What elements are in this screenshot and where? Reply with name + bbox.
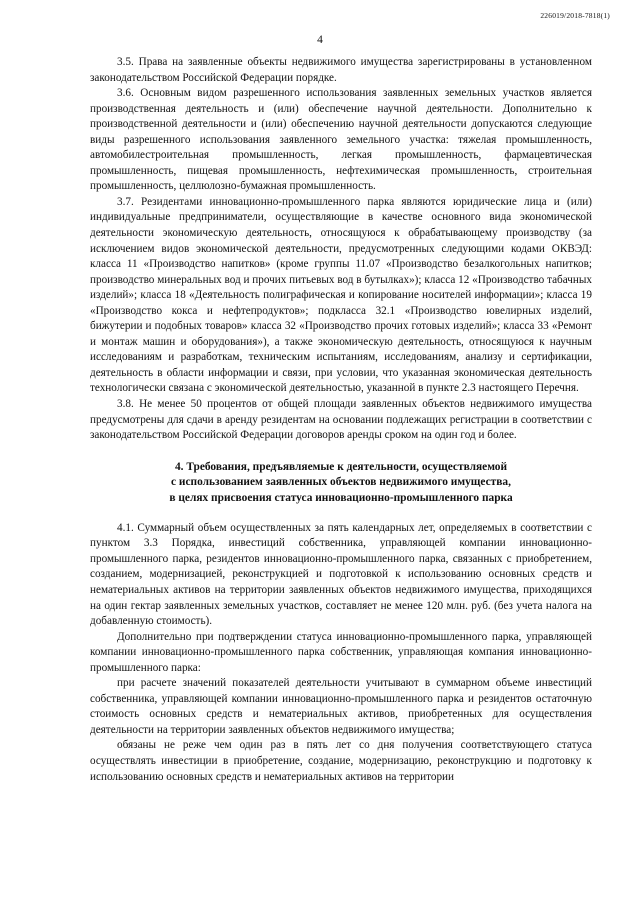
page-number: 4: [317, 34, 323, 46]
paragraph-4-1: 4.1. Суммарный объем осуществленных за пять календарных лет, определяемых в соответствии с пунктом 3.3 Порядка, инвестиций собственника, управляющей компании инновационно-промышленного парка, резидентов инновационно-промышленного парка, связанных с приобретением, созданием, модернизацией, реконструкцией и подготовкой к использованию основных средств и нематериальных активов на территории заявленных объектов недвижимого имущества, приходящихся на один гектар заявленных земельных участков, составляет не менее 120 млн. руб. (без учета налога на добавленную стоимость).: [90, 521, 592, 628]
paragraph-calculation: при расчете значений показателей деятельности учитывают в суммарном объеме инвестиций собственника, управляющей компании инновационно-промышленного парка и резидентов остаточную стоимость основных средств и нематериальных активов, приобретенных для осуществления деятельности на территории заявленных объектов недвижимого имущества;: [90, 677, 592, 736]
section-heading-line-3: в целях присвоения статуса инновационно-промышленного парка: [169, 492, 513, 505]
paragraph-3-6: 3.6. Основным видом разрешенного использования заявленных земельных участков является производственная деятельность и (или) обеспечение научной деятельности. Дополнительно к производственной деятельности и (или) обеспечению научной деятельности допускаются следующие виды разрешенного использования заявленного земельного участка: тяжелая промышленность, автомобилестроительная промышленность, легкая промышленность, фармацевтическая промышленность, пищевая промышленность, нефтехимическая промышленность, строительная промышленность, целлюлозно-бумажная промышленность.: [90, 87, 592, 193]
paragraph-3-7: 3.7. Резидентами инновационно-промышленного парка являются юридические лица и (или) индивидуальные предприниматели, осуществляющие в качестве основного вида экономической деятельности экономическую деятельность, относящуюся к обрабатывающему производству (за исключением видов экономической деятельности, предусмотренных следующими кодами ОКВЭД: класса 11 «Производство напитков» (кроме группы 11.07 «Производство безалкогольных напитков; производство минеральных вод и прочих питьевых вод в бутылках»); класса 12 «Производство табачных изделий»; класса 18 «Деятельность полиграфическая и копирование носителей информации»; класса 19 «Производство кокса и нефтепродуктов»; подкласса 32.1 «Производство ювелирных изделий, бижутерии и подобных товаров» класса 32 «Производство прочих готовых изделий»; класса 33 «Ремонт и монтаж машин и оборудования»), а также экономическую деятельность, относящуюся к научным исследованиям и разработкам, техническим испытаниям, исследованиям, анализу и сертификации, деятельность в области информации и связи, при условии, что указанная экономическая деятельность технологически связана с экономической деятельностью, указанной в пункте 2.3 настоящего Перечня.: [90, 195, 592, 395]
document-reference: 226019/2018-7818(1): [540, 11, 610, 20]
paragraph-3-8: 3.8. Не менее 50 процентов от общей площади заявленных объектов недвижимого имущества предусмотрены для сдачи в аренду резидентам на основании подлежащих регистрации в соответствии с законодательством Российской Федерации договоров аренды сроком на один год и более.: [90, 398, 592, 442]
paragraph-additional: Дополнительно при подтверждении статуса инновационно-промышленного парка, управляющей компании инновационно-промышленного парка собственник, управляющая компания инновационно-промышленного парка:: [90, 630, 592, 674]
document-body: [90, 55, 592, 785]
paragraph-3-5: 3.5. Права на заявленные объекты недвижимого имущества зарегистрированы в установленном законодательством Российской Федерации порядке.: [90, 56, 592, 84]
section-heading-line-1: 4. Требования, предъявляемые к деятельности, осуществляемой: [174, 460, 508, 473]
section-heading-line-2: с использованием заявленных объектов недвижимого имущества,: [171, 476, 511, 489]
section-4-heading: [90, 460, 592, 507]
paragraph-obligation: обязаны не реже чем один раз в пять лет со дня получения соответствующего статуса осуществлять инвестиции в приобретение, создание, модернизацию, реконструкцию и подготовку к использованию основных средств и нематериальных активов на территории: [90, 739, 592, 783]
